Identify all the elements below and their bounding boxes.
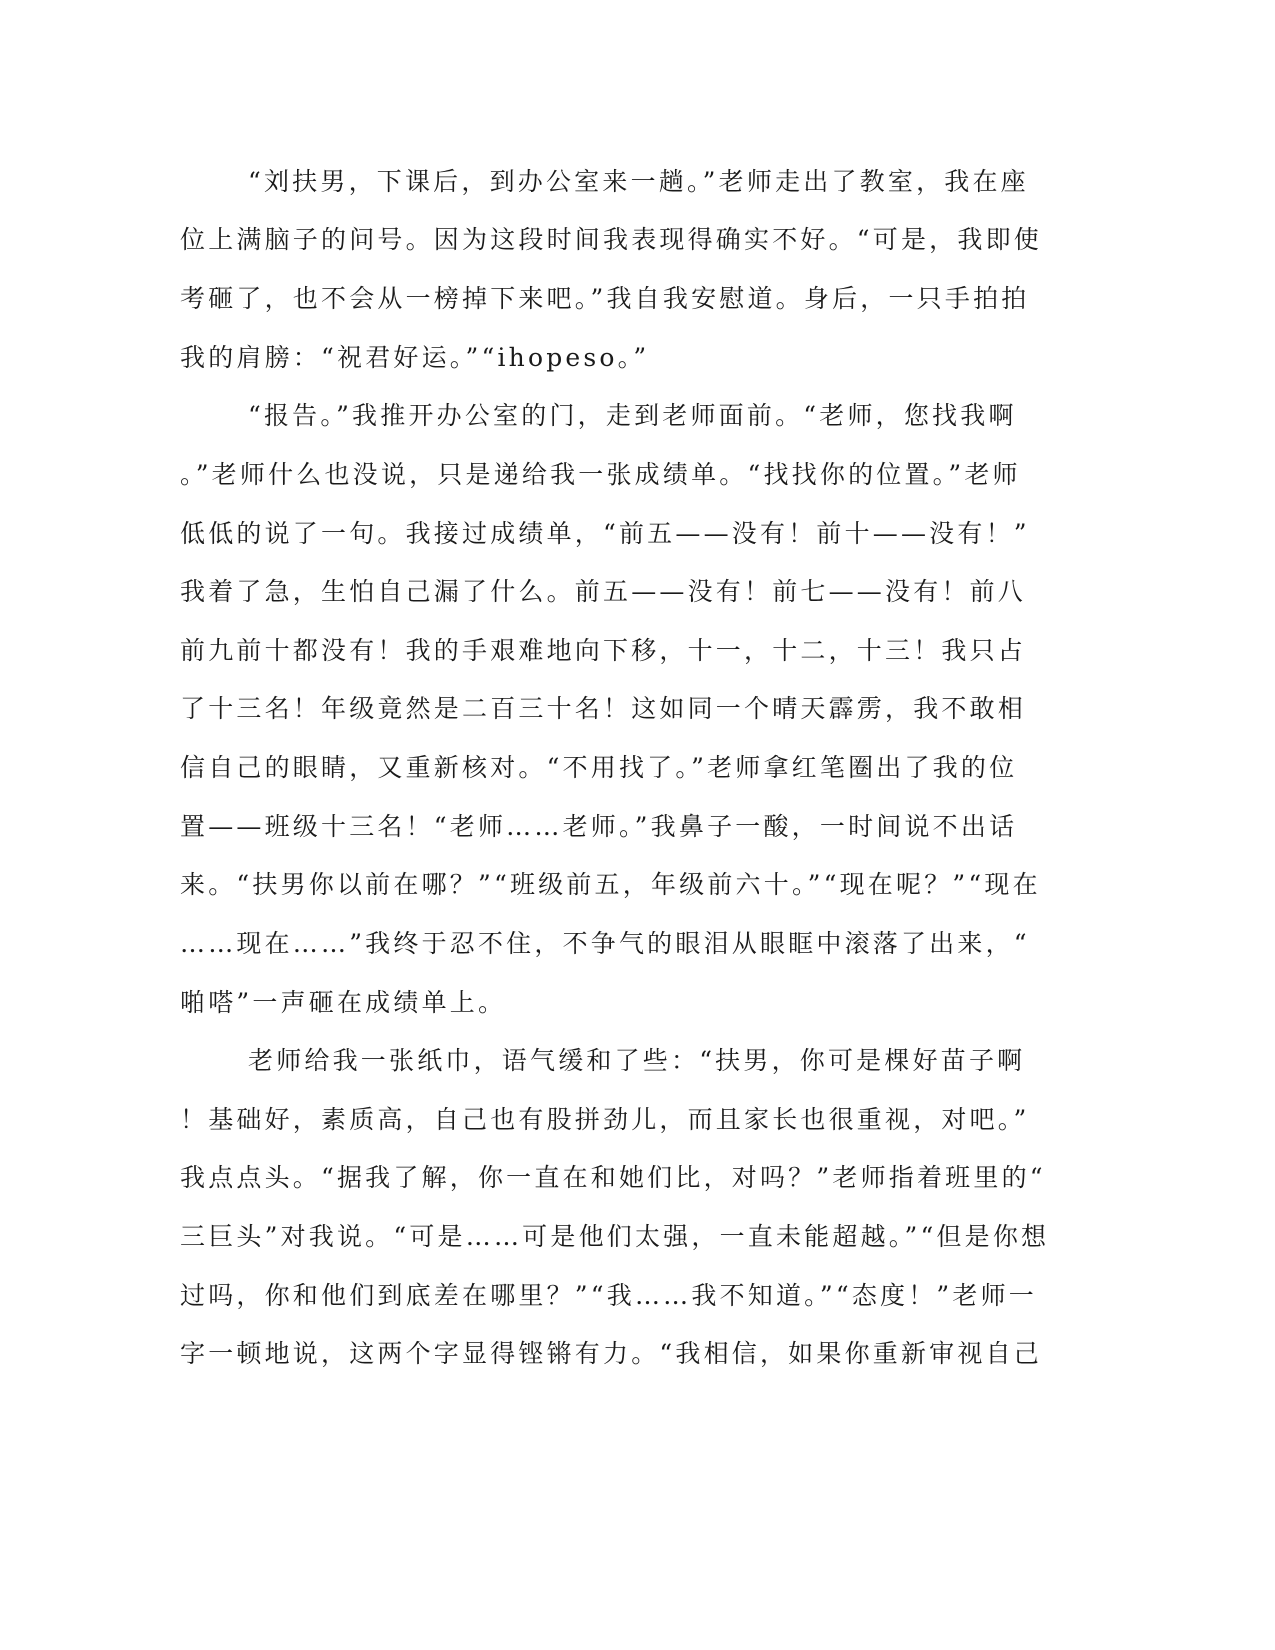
text-line: 来。“扶男你以前在哪？”“班级前五，年级前六十。”“现在呢？”“现在 <box>180 870 1041 899</box>
text-line: 啪嗒”一声砸在成绩单上。 <box>180 988 507 1017</box>
text-line: “报告。”我推开办公室的门，走到老师面前。“老师，您找我啊 <box>248 401 1017 430</box>
text-line: 置——班级十三名！“老师……老师。”我鼻子一酸，一时间说不出话 <box>180 812 1018 841</box>
text-line: 我着了急，生怕自己漏了什么。前五——没有！前七——没有！前八 <box>180 577 1027 606</box>
text-line: 三巨头”对我说。“可是……可是他们太强，一直未能超越。”“但是你想 <box>180 1222 1050 1251</box>
text-line: 了十三名！年级竟然是二百三十名！这如同一个晴天霹雳，我不敢相 <box>180 694 1027 723</box>
text-line: 。”老师什么也没说，只是递给我一张成绩单。“找找你的位置。”老师 <box>180 460 1021 489</box>
text-line: 过吗，你和他们到底差在哪里？”“我……我不知道。”“态度！”老师一 <box>180 1281 1038 1310</box>
text-line: ……现在……”我终于忍不住，不争气的眼泪从眼眶中滚落了出来，“ <box>180 929 1030 958</box>
text-line: 位上满脑子的问号。因为这段时间我表现得确实不好。“可是，我即使 <box>180 225 1042 254</box>
text-line: 前九前十都没有！我的手艰难地向下移，十一，十二，十三！我只占 <box>180 636 1027 665</box>
text-line: 我的肩膀：“祝君好运。”“ihopeso。” <box>180 343 650 372</box>
text-line: 低低的说了一句。我接过成绩单，“前五——没有！前十——没有！” <box>180 519 1030 548</box>
text-line: 考砸了，也不会从一榜掉下来吧。”我自我安慰道。身后，一只手拍拍 <box>180 284 1030 313</box>
text-line: 字一顿地说，这两个字显得铿锵有力。“我相信，如果你重新审视自己 <box>180 1339 1042 1368</box>
text-line: 老师给我一张纸巾，语气缓和了些：“扶男，你可是棵好苗子啊 <box>248 1046 1026 1075</box>
text-line: ！基础好，素质高，自己也有股拼劲儿，而且家长也很重视，对吧。” <box>180 1105 1030 1134</box>
text-line: “刘扶男，下课后，到办公室来一趟。”老师走出了教室，我在座 <box>248 167 1029 196</box>
text-line: 我点点头。“据我了解，你一直在和她们比，对吗？”老师指着班里的“ <box>180 1163 1046 1192</box>
text-line: 信自己的眼睛，又重新核对。“不用找了。”老师拿红笔圈出了我的位 <box>180 753 1018 782</box>
